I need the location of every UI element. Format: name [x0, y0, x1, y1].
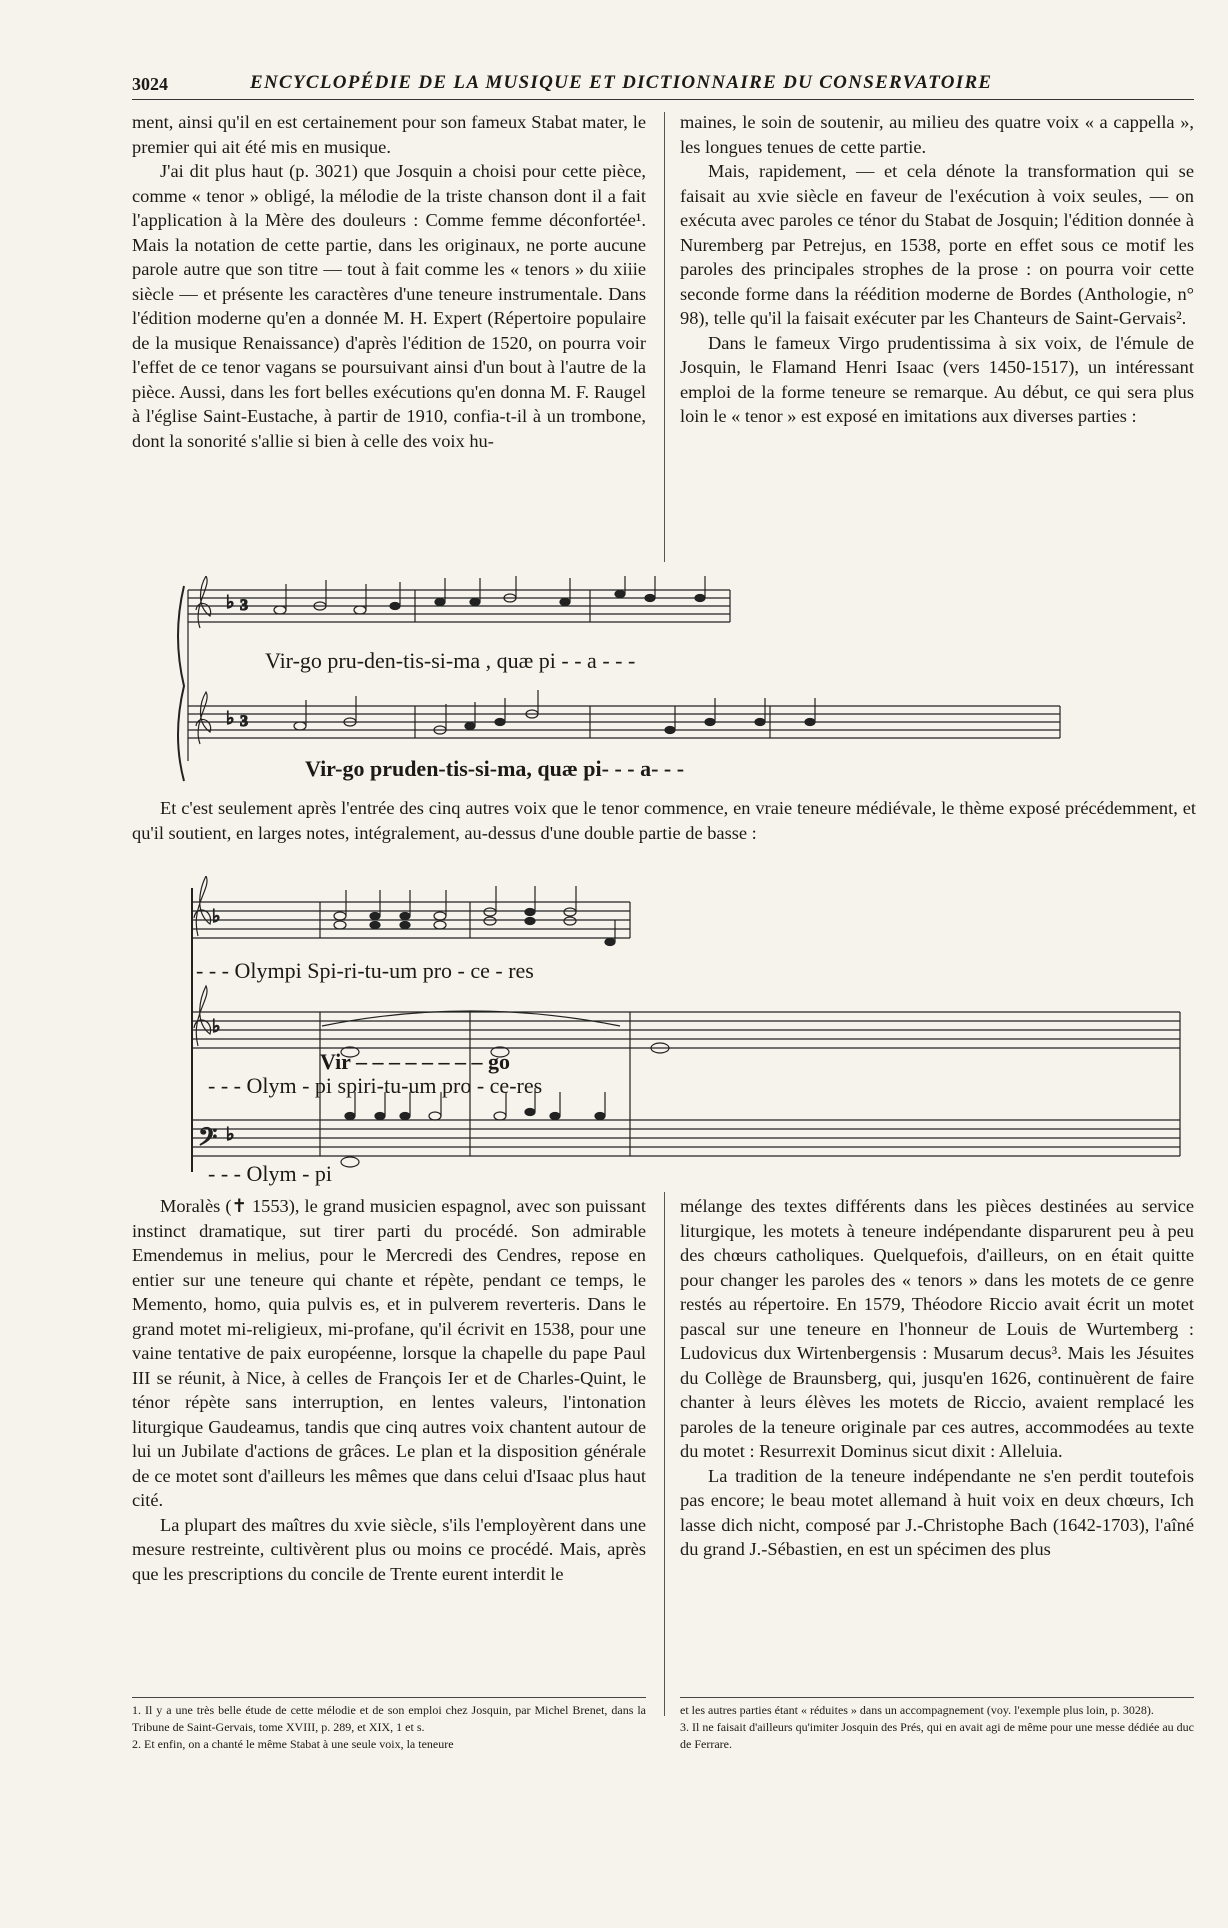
footnote-1: 1. Il y a une très belle étude de cette mélodie et de son emploi chez Josquin, par Michel Brenet, dans la Tribune de Saint-Gervais, tome XVIII, p. 289, et XIX, 1 et s. — [132, 1703, 646, 1734]
header-rule — [132, 99, 1194, 100]
paragraph: Et c'est seulement après l'entrée des cinq autres voix que le tenor commence, en vraie teneure médiévale, le thème exposé précédemment, et qu'il soutient, en larges notes, intégralement, au-dessus d'une double partie de basse : — [132, 798, 1196, 843]
left-column-bottom — [132, 1194, 646, 1586]
staff-1-lyrics: - - - Olympi Spi-ri-tu-um pro - ce - res — [196, 958, 534, 983]
footnotes-left — [132, 1702, 646, 1753]
footnote-rule — [132, 1697, 646, 1698]
column-divider — [664, 1192, 665, 1716]
staff-2-upper-lyrics: Vir – – – – – – – – go — [320, 1049, 511, 1074]
footnote-2: 2. Et enfin, on a chanté le même Stabat à une seule voix, la teneure — [132, 1737, 454, 1751]
footnotes-right — [680, 1702, 1194, 1753]
svg-text:♭: ♭ — [226, 708, 235, 728]
middle-paragraph — [132, 796, 1196, 846]
svg-text:♭: ♭ — [226, 592, 235, 612]
running-title: ENCYCLOPÉDIE DE LA MUSIQUE ET DICTIONNAIRE DU CONSERVATOIRE — [250, 72, 993, 93]
paragraph: Dans le fameux Virgo prudentissima à six voix, de l'émule de Josquin, le Flamand Henri Isaac (vers 1450-1517), un intéressant emploi de la forme teneure se remarque. Au début, ce qui sera plus loin le « tenor » est exposé en imitations aux diverses parties : — [680, 332, 1194, 426]
page-number: 3024 — [132, 74, 168, 94]
paragraph: J'ai dit plus haut (p. 3021) que Josquin a choisi pour cette pièce, comme « tenor » obligé, la mélodie de la triste chanson dont il a fait l'application à la Mère des douleurs : Comme femme déconfortée¹. Mais la notation de cette partie, dans les originaux, ne porte aucune parole autre que son titre — tout à fait comme les « tenors » du xiiie siècle — et présente les caractères d'une teneure instrumentale. Dans l'édition moderne qu'en a donnée M. H. Expert (Répertoire populaire de la musique Renaissance) d'après l'édition de 1520, on pourra voir l'effet de ce tenor vagans se poursuivant ainsi d'un bout à l'autre de la pièce. Aussi, dans les fort belles exécutions qu'en donna M. F. Raugel à l'église Saint-Eustache, à partir de 1910, confia-t-il à un trombone, dont la sonorité s'allie si bien à celle des voix hu- — [132, 161, 646, 451]
svg-text:3: 3 — [240, 713, 248, 730]
music-example-1 — [170, 576, 1070, 786]
paragraph: Mais, rapidement, — et cela dénote la transformation qui se faisait au xvie siècle en faveur de l'exécution à voix seules, — on exécuta avec paroles ce ténor du Stabat de Josquin; l'édition donnée à Nuremberg par Petrejus, en 1538, porte en effet sous ce motif les paroles des principales strophes de la prose : on pourra voir cette seconde forme dans la réédition moderne de Bordes (Anthologie, n° 98), telle qu'il la faisait exécuter par les Chanteurs de Saint-Gervais². — [680, 161, 1194, 328]
paragraph: La plupart des maîtres du xvie siècle, s'ils l'employèrent dans une mesure restreinte, cultivèrent plus ou moins ce procédé. Mais, après que les prescriptions du concile de Trente eurent interdit le — [132, 1514, 646, 1584]
right-column-top — [680, 110, 1194, 429]
footnote-2-continued: et les autres parties étant « réduites » dans un accompagnement (voy. l'exemple plus loin, p. 3028). — [680, 1703, 1154, 1717]
music-example-2 — [150, 876, 1190, 1188]
right-column-bottom — [680, 1194, 1194, 1562]
svg-text:♭: ♭ — [212, 1016, 221, 1036]
paragraph: La tradition de la teneure indépendante ne s'en perdit toutefois pas encore; le beau motet allemand à huit voix en deux chœurs, Ich lasse dich nicht, composé par J.-Christophe Bach (1642-1703), l'aîné du grand J.-Sébastien, en est un spécimen des plus — [680, 1465, 1194, 1559]
svg-text:𝄢: 𝄢 — [198, 1124, 218, 1157]
left-column-top — [132, 110, 646, 453]
staff-3-lyrics: - - - Olym - pi — [208, 1161, 333, 1186]
svg-text:3: 3 — [240, 597, 248, 614]
footnote-3: 3. Il ne faisait d'ailleurs qu'imiter Josquin des Prés, qui en avait agi de même pour une messe dédiée au duc de Ferrare. — [680, 1720, 1194, 1751]
svg-text:♭: ♭ — [226, 1124, 235, 1144]
staff-2-lyrics: Vir-go pruden-tis-si-ma, quæ pi- - - a- - - — [305, 756, 685, 781]
paragraph: mélange des textes différents dans les pièces destinées au service liturgique, les motets à teneure indépendante disparurent peu à peu des chœurs catholiques. Quelquefois, d'ailleurs, on en était quitte pour changer les paroles des « tenors » dans les motets de ce genre restés au répertoire. En 1579, Théodore Riccio avait écrit un motet pascal sur une teneure en l'honneur de Louis de Wurtemberg : Ludovicus dux Wirtenbergensis : Musarum decus³. Mais les Jésuites du Collège de Braunsberg, qui, jusqu'en 1626, continuèrent de faire chanter à leurs élèves les motets de Riccio, avaient remplacé les paroles de la teneure originale par ces autres, accommodées au texte du motet : Resurrexit Dominus sicut dixit : Alleluia. — [680, 1196, 1194, 1461]
paragraph: maines, le soin de soutenir, au milieu des quatre voix « a cappella », les longues tenues de cette partie. — [680, 112, 1194, 157]
footnote-rule — [680, 1697, 1194, 1698]
paragraph: ment, ainsi qu'il en est certainement pour son fameux Stabat mater, le premier qui ait été mis en musique. — [132, 112, 646, 157]
column-divider — [664, 112, 665, 562]
staff-1-lyrics: Vir-go pru-den-tis-si-ma , quæ pi - - a - - - — [265, 648, 636, 673]
svg-text:♭: ♭ — [212, 906, 221, 926]
paragraph: Moralès (✝ 1553), le grand musicien espagnol, avec son puissant instinct dramatique, sut tirer parti du procédé. Son admirable Emendemus in melius, pour le Mercredi des Cendres, repose en entier sur une teneure qui chante et répète, pendant ce temps, le Memento, homo, quia pulvis es, et in pulverem reverteris. Dans le grand motet mi-religieux, mi-profane, qu'il écrivit en 1538, pour une vaine tentative de paix européenne, lorsque la chapelle du pape Paul III se réunit, à Nice, à celles de François Ier et de Charles-Quint, le ténor répète sans interruption, en lentes valeurs, l'intonation liturgique Gaudeamus, tandis que cinq autres voix chantent autour de lui un Jubilate d'actions de grâces. Le plan et la disposition générale de ce motet sont d'ailleurs les mêmes que dans celui d'Isaac plus haut cité. — [132, 1196, 646, 1510]
staff-2-lower-lyrics: - - - Olym - pi spiri-tu-um pro - ce-res — [208, 1073, 543, 1098]
